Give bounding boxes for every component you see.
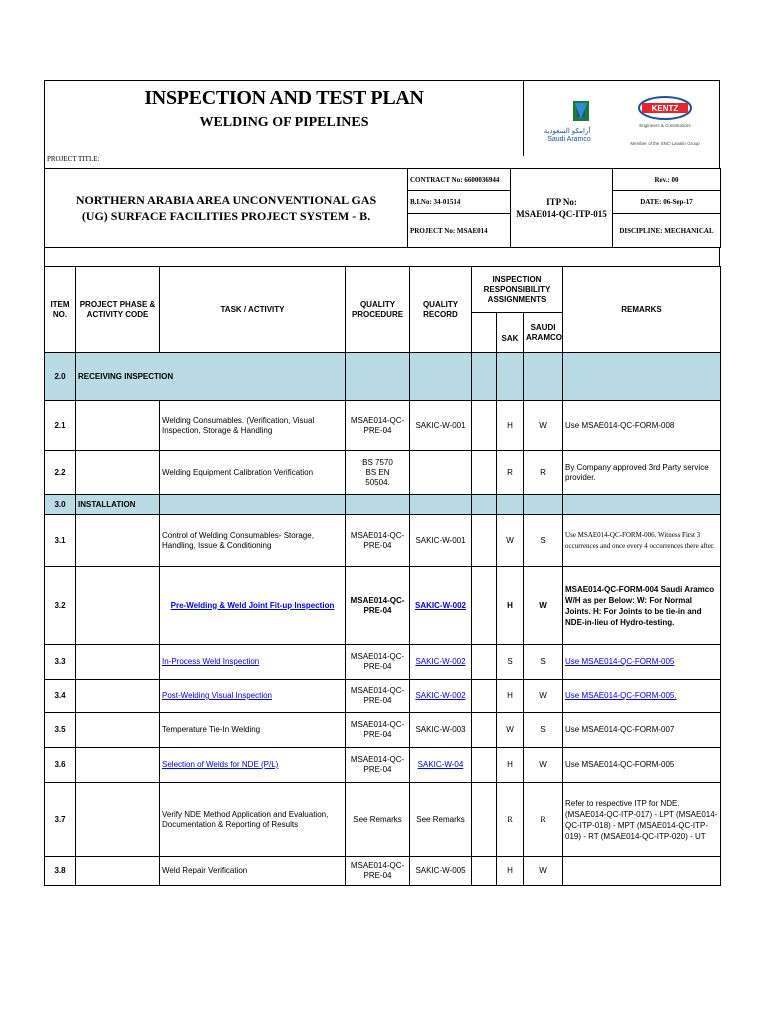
kentz-member-text: Member of the SNC-Lavalin Group: [630, 141, 700, 146]
col-header-record: QUALITY RECORD: [410, 267, 472, 353]
col-header-inspection: INSPECTION RESPONSIBILITY ASSIGNMENTS: [472, 267, 563, 313]
kentz-tagline: Engineers & Constructors: [639, 123, 691, 128]
project-title-label: PROJECT TITLE:: [47, 155, 100, 163]
itp-table: [44, 266, 721, 886]
spacer: [44, 248, 720, 266]
svg-text:ﺃﺭﺍﻣﻜﻮ ﺍﻟﺴﻌﻮﺩﻳﺔ: ﺃﺭﺍﻣﻜﻮ ﺍﻟﺴﻌﻮﺩﻳﺔ: [543, 128, 591, 135]
date: DATE: 06-Sep-17: [613, 191, 721, 214]
table-row: 3.8 Weld Repair Verification MSAE014-QC-PRE-04 SAKIC-W-005 H W: [45, 857, 721, 886]
table-row: 3.3 In-Process Weld Inspection MSAE014-QC-PRE-04 SAKIC-W-002 S S Use MSAE014-QC-FORM-005: [45, 645, 721, 680]
discipline: DISCIPLINE: MECHANICAL: [613, 214, 721, 248]
section-row-receiving: [45, 353, 721, 401]
itp-number: MSAE014-QC-ITP-015: [516, 209, 607, 219]
section-label: RECEIVING INSPECTION: [76, 353, 160, 401]
table-row: 3.1 Control of Welding Consumables- Storage, Handling, Issue & Conditioning MSAE014-QC-PRE-04 SAKIC-W-001 W S Use MSAE014-QC-FORM-006. Witness First 3 occurrences and once every 4 occurrences there after.: [45, 515, 721, 567]
record-link[interactable]: SAKIC-W-002: [410, 645, 472, 680]
remarks-link[interactable]: Use MSAE014-QC-FORM-005.: [563, 680, 721, 713]
record-link[interactable]: SAKIC-W-002: [410, 567, 472, 645]
table-row: 3.7 Verify NDE Method Application and Evaluation, Documentation & Reporting of Results See Remarks See Remarks R R Refer to respective ITP for NDE. (MSAE014-QC-ITP-017) - LPT (MSAE014-QC-ITP-018) - MPT (MSAE014-QC-ITP-019) - RT (MSAE014-QC-ITP-020) - UT: [45, 783, 721, 857]
col-header-task: TASK / ACTIVITY: [160, 267, 346, 353]
task-link[interactable]: In-Process Weld Inspection: [160, 645, 346, 680]
project-name: NORTHERN ARABIA AREA UNCONVENTIONAL GAS (UG) SURFACE FACILITIES PROJECT SYSTEM - B.: [45, 169, 408, 248]
table-row: 3.2 Pre-Welding & Weld Joint Fit-up Inspection MSAE014-QC-PRE-04 SAKIC-W-002 H W MSAE014-QC-FORM-004 Saudi Aramco W/H as per Below: W: For Normal Joints. H: For Joints to be tie-in and NDE-in-lieu of Hydro-testing.: [45, 567, 721, 645]
saudi-aramco-logo: [521, 89, 617, 149]
document-title: INSPECTION AND TEST PLAN: [144, 87, 424, 109]
task-link[interactable]: Pre-Welding & Weld Joint Fit-up Inspection: [160, 567, 346, 645]
record-link[interactable]: SAKIC-W-04: [410, 748, 472, 783]
col-header-phase: PROJECT PHASE & ACTIVITY CODE: [76, 267, 160, 353]
document-subtitle: WELDING OF PIPELINES: [199, 115, 369, 130]
section-label: INSTALLATION: [76, 495, 160, 515]
record-link[interactable]: SAKIC-W-002: [410, 680, 472, 713]
section-row-installation: [45, 495, 721, 515]
section-item: 3.0: [45, 495, 76, 515]
revision: Rev.: 00: [613, 169, 721, 191]
itp-label: ITP No:: [546, 197, 577, 207]
col-header-blank: [472, 313, 497, 353]
table-row: 3.6 Selection of Welds for NDE (P/L) MSAE014-QC-PRE-04 SAKIC-W-04 H W Use MSAE014-QC-FORM-005: [45, 748, 721, 783]
task-link[interactable]: Post-Welding Visual Inspection: [160, 680, 346, 713]
bi-number: B.I.No: 34-01514: [408, 191, 511, 214]
project-info-table: [44, 168, 721, 248]
table-row: 2.1 Welding Consumables. (Verification, Visual Inspection, Storage & Handling MSAE014-QC-PRE-04 SAKIC-W-001 H W Use MSAE014-QC-FORM-008: [45, 401, 721, 451]
col-header-procedure: QUALITY PROCEDURE: [346, 267, 410, 353]
document-header: [44, 80, 720, 168]
col-header-remarks: REMARKS: [563, 267, 721, 353]
kentz-logo-text: KENTZ: [651, 104, 679, 113]
table-row: 3.5 Temperature Tie-In Welding MSAE014-QC-PRE-04 SAKIC-W-003 W S Use MSAE014-QC-FORM-007: [45, 713, 721, 748]
task-link[interactable]: Selection of Welds for NDE (P/L): [160, 748, 346, 783]
kentz-logo: [615, 89, 715, 153]
col-header-aramco: SAUDI ARAMCO: [524, 313, 563, 353]
itp-number-cell: [511, 169, 613, 248]
contract-no: CONTRACT No: 6600036944: [408, 169, 511, 191]
section-item: 2.0: [45, 353, 76, 401]
table-row: 2.2 Welding Equipment Calibration Verification BS 7570 BS EN 50504. R R By Company approved 3rd Party service provider.: [45, 451, 721, 495]
project-number: PROJECT No: MSAE014: [408, 214, 511, 248]
col-header-item: ITEM NO.: [45, 267, 76, 353]
col-header-sak: SAK: [497, 313, 524, 353]
remarks-link[interactable]: Use MSAE014-QC-FORM-005: [563, 645, 721, 680]
table-row: 3.4 Post-Welding Visual Inspection MSAE014-QC-PRE-04 SAKIC-W-002 H W Use MSAE014-QC-FORM-005.: [45, 680, 721, 713]
itp-document: [44, 80, 720, 886]
aramco-logo-text: Saudi Aramco: [547, 136, 591, 143]
